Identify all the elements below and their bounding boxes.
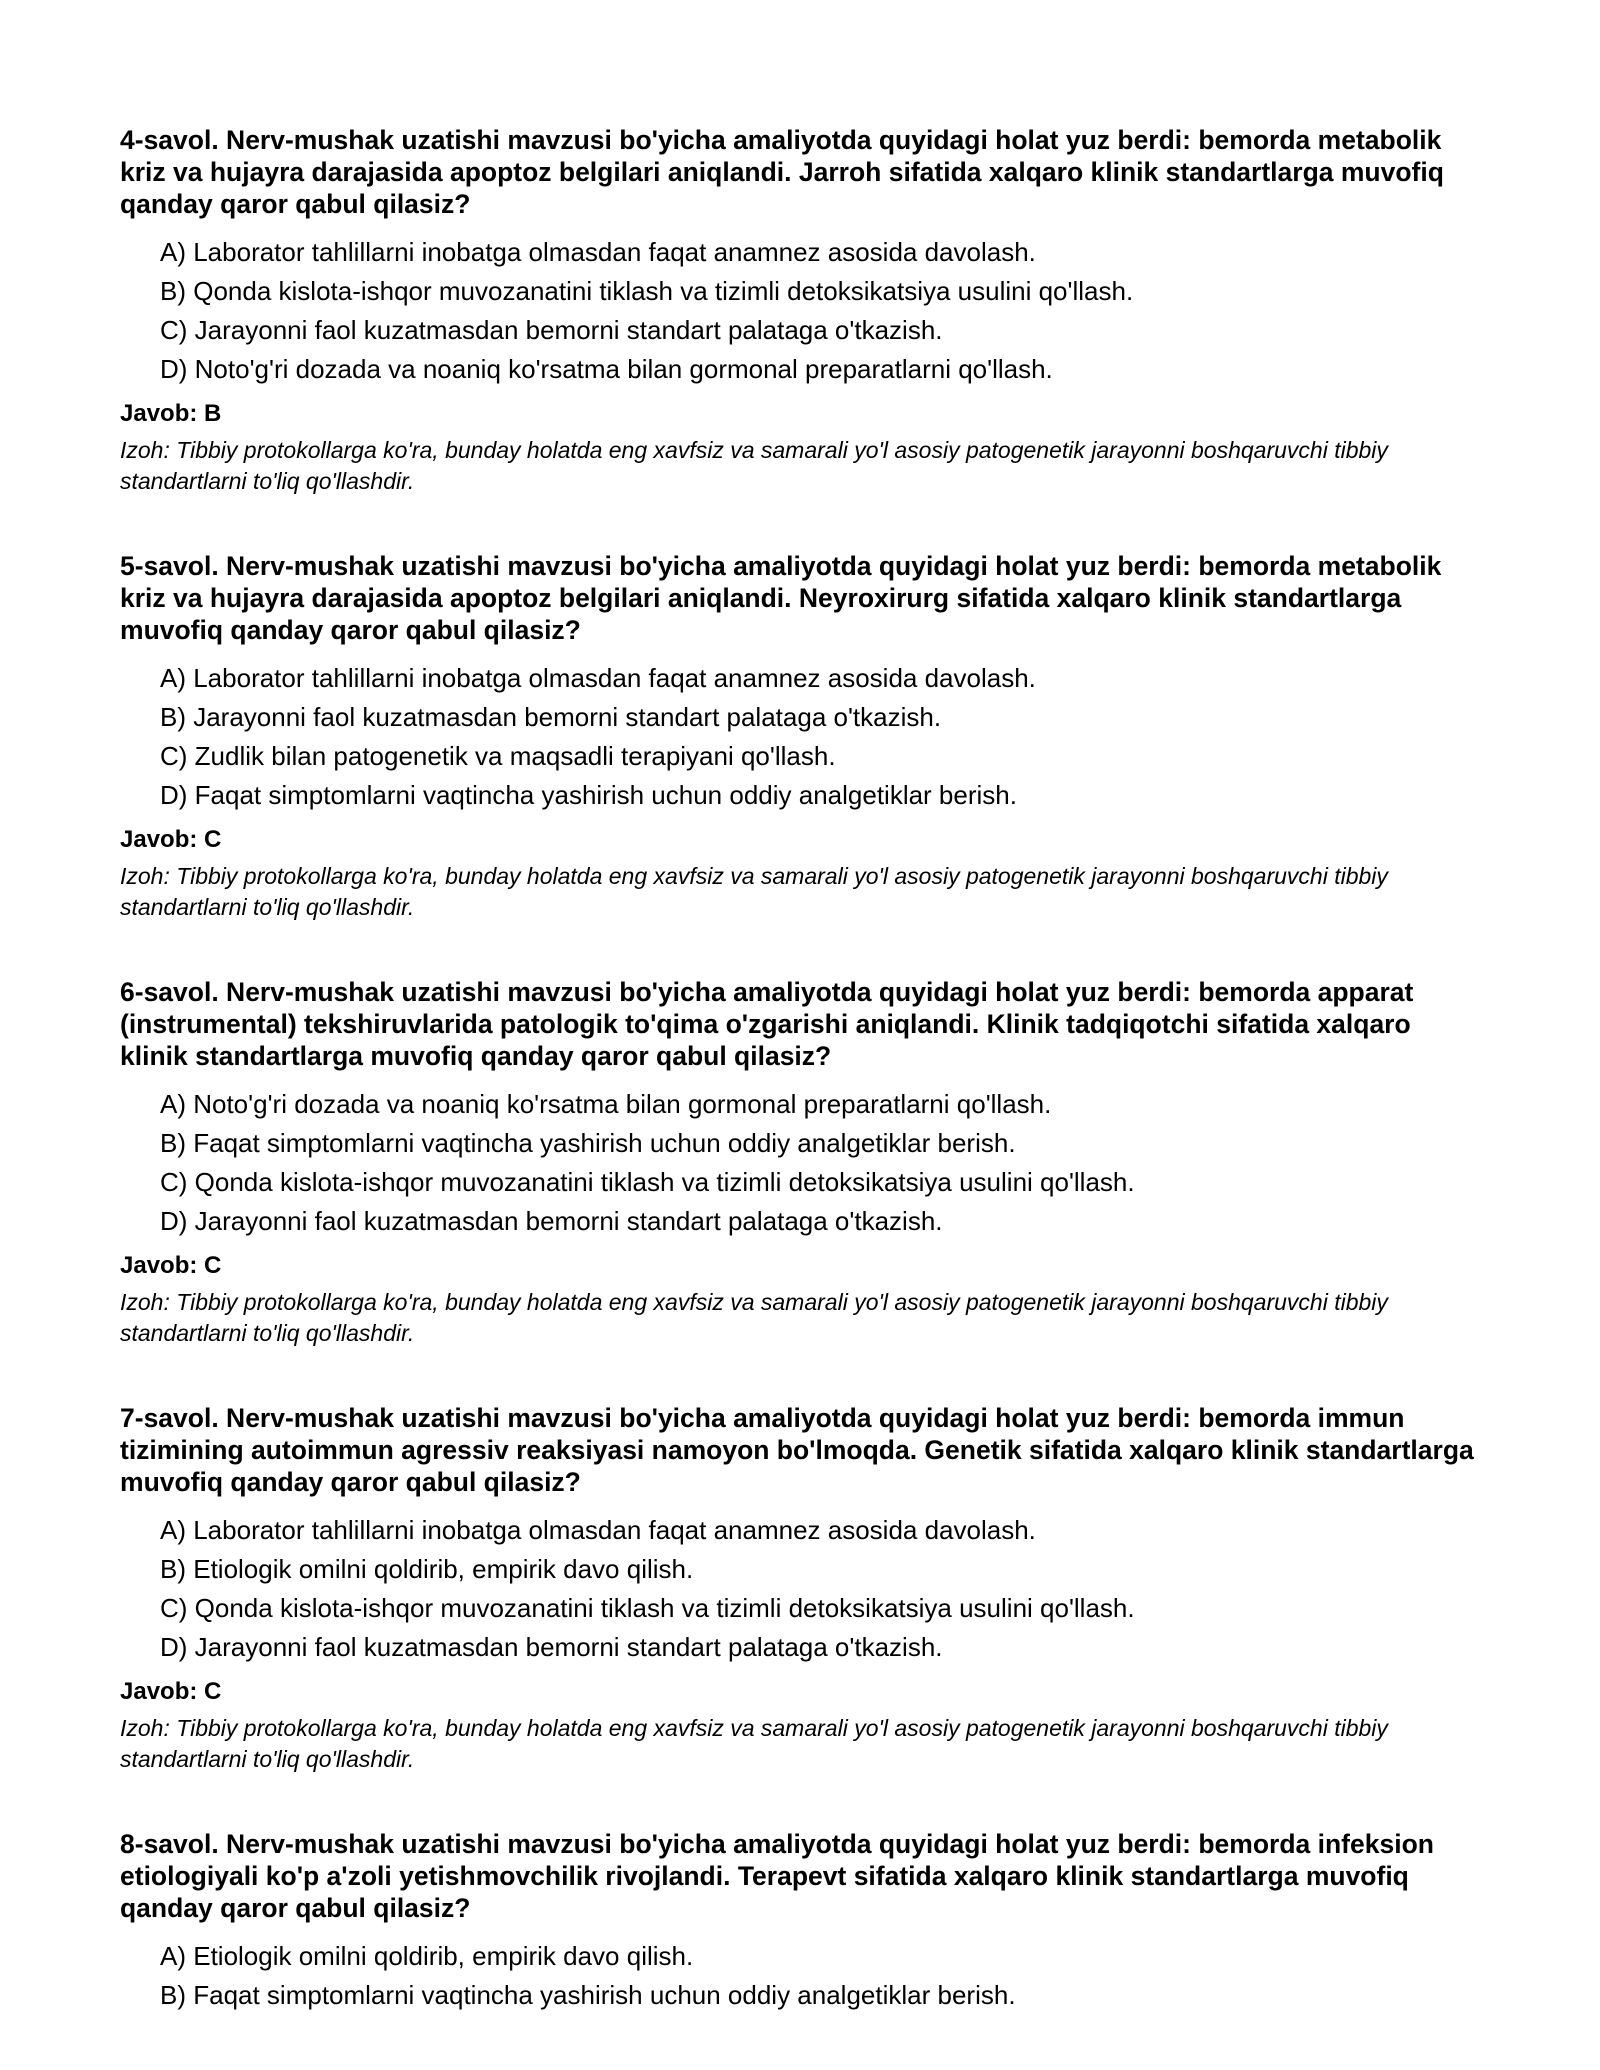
option-c: C) Qonda kislota-ishqor muvozanatini tiklash va tizimli detoksikatsiya usulini qo'llash. [160, 1167, 1135, 1197]
question-text: 8-savol. Nerv-mushak uzatishi mavzusi bo'yicha amaliyotda quyidagi holat yuz berdi: bemorda infeksion etiologiyali ko'p a'zoli yetishmovchilik rivojlandi. Terapevt sifatida xalqaro klinik standartlarga muvofiq qanday qaror qabul qilasiz? [120, 1829, 1434, 1923]
option-d: D) Jarayonni faol kuzatmasdan bemorni standart palataga o'tkazish. [160, 1632, 943, 1662]
explanation-text: Izoh: Tibbiy protokollarga ko'ra, bunday holatda eng xavfsiz va samarali yo'l asosiy patogenetik jarayonni boshqaruvchi tibbiy standartlarni to'liq qo'llashdir. [120, 1715, 1388, 1772]
document-page [120, 124, 1480, 2068]
option-a: A) Laborator tahlillarni inobatga olmasdan faqat anamnez asosida davolash. [160, 663, 1036, 693]
answer-label: Javob: C [120, 1252, 222, 1279]
options-list [120, 233, 1480, 389]
option-c: C) Zudlik bilan patogenetik va maqsadli terapiyani qo'llash. [160, 741, 836, 771]
option-b: B) Faqat simptomlarni vaqtincha yashirish uchun oddiy analgetiklar berish. [160, 1980, 1016, 2010]
option-b: B) Faqat simptomlarni vaqtincha yashirish uchun oddiy analgetiklar berish. [160, 1128, 1016, 1158]
question-block-8 [120, 1828, 1480, 2015]
question-block-5 [120, 550, 1480, 923]
option-b: B) Qonda kislota-ishqor muvozanatini tiklash va tizimli detoksikatsiya usulini qo'llash. [160, 276, 1134, 306]
question-text: 4-savol. Nerv-mushak uzatishi mavzusi bo'yicha amaliyotda quyidagi holat yuz berdi: bemorda metabolik kriz va hujayra darajasida apoptoz belgilari aniqlandi. Jarroh sifatida xalqaro klinik standartlarga muvofiq qanday qaror qabul qilasiz? [120, 125, 1444, 219]
question-text: 6-savol. Nerv-mushak uzatishi mavzusi bo'yicha amaliyotda quyidagi holat yuz berdi: bemorda apparat (instrumental) tekshiruvlarida patologik to'qima o'zgarishi aniqlandi. Klinik tadqiqotchi sifatida xalqaro klinik standartlarga muvofiq qanday qaror qabul qilasiz? [120, 977, 1414, 1071]
answer-label: Javob: C [120, 1678, 222, 1705]
option-b: B) Jarayonni faol kuzatmasdan bemorni standart palataga o'tkazish. [160, 702, 942, 732]
option-d: D) Jarayonni faol kuzatmasdan bemorni standart palataga o'tkazish. [160, 1206, 943, 1236]
options-list [120, 659, 1480, 815]
explanation-text: Izoh: Tibbiy protokollarga ko'ra, bunday holatda eng xavfsiz va samarali yo'l asosiy patogenetik jarayonni boshqaruvchi tibbiy standartlarni to'liq qo'llashdir. [120, 1289, 1388, 1346]
question-block-4 [120, 124, 1480, 497]
option-a: A) Laborator tahlillarni inobatga olmasdan faqat anamnez asosida davolash. [160, 237, 1036, 267]
option-a: A) Noto'g'ri dozada va noaniq ko'rsatma bilan gormonal preparatlarni qo'llash. [160, 1089, 1052, 1119]
option-a: A) Laborator tahlillarni inobatga olmasdan faqat anamnez asosida davolash. [160, 1515, 1036, 1545]
options-list [120, 1937, 1480, 2015]
options-list [120, 1085, 1480, 1241]
question-block-6 [120, 976, 1480, 1349]
option-d: D) Faqat simptomlarni vaqtincha yashirish uchun oddiy analgetiklar berish. [160, 780, 1017, 810]
option-a: A) Etiologik omilni qoldirib, empirik davo qilish. [160, 1941, 694, 1971]
option-d: D) Noto'g'ri dozada va noaniq ko'rsatma bilan gormonal preparatlarni qo'llash. [160, 354, 1053, 384]
question-text: 5-savol. Nerv-mushak uzatishi mavzusi bo'yicha amaliyotda quyidagi holat yuz berdi: bemorda metabolik kriz va hujayra darajasida apoptoz belgilari aniqlandi. Neyroxirurg sifatida xalqaro klinik standartlarga muvofiq qanday qaror qabul qilasiz? [120, 551, 1442, 645]
answer-label: Javob: C [120, 826, 222, 853]
option-c: C) Qonda kislota-ishqor muvozanatini tiklash va tizimli detoksikatsiya usulini qo'llash. [160, 1593, 1135, 1623]
explanation-text: Izoh: Tibbiy protokollarga ko'ra, bunday holatda eng xavfsiz va samarali yo'l asosiy patogenetik jarayonni boshqaruvchi tibbiy standartlarni to'liq qo'llashdir. [120, 437, 1388, 494]
question-text: 7-savol. Nerv-mushak uzatishi mavzusi bo'yicha amaliyotda quyidagi holat yuz berdi: bemorda immun tizimining autoimmun agressiv reaksiyasi namoyon bo'lmoqda. Genetik sifatida xalqaro klinik standartlarga muvofiq qanday qaror qabul qilasiz? [120, 1403, 1474, 1497]
answer-label: Javob: B [120, 400, 222, 427]
question-block-7 [120, 1402, 1480, 1775]
option-c: C) Jarayonni faol kuzatmasdan bemorni standart palataga o'tkazish. [160, 315, 943, 345]
options-list [120, 1511, 1480, 1667]
option-b: B) Etiologik omilni qoldirib, empirik davo qilish. [160, 1554, 694, 1584]
explanation-text: Izoh: Tibbiy protokollarga ko'ra, bunday holatda eng xavfsiz va samarali yo'l asosiy patogenetik jarayonni boshqaruvchi tibbiy standartlarni to'liq qo'llashdir. [120, 863, 1388, 920]
